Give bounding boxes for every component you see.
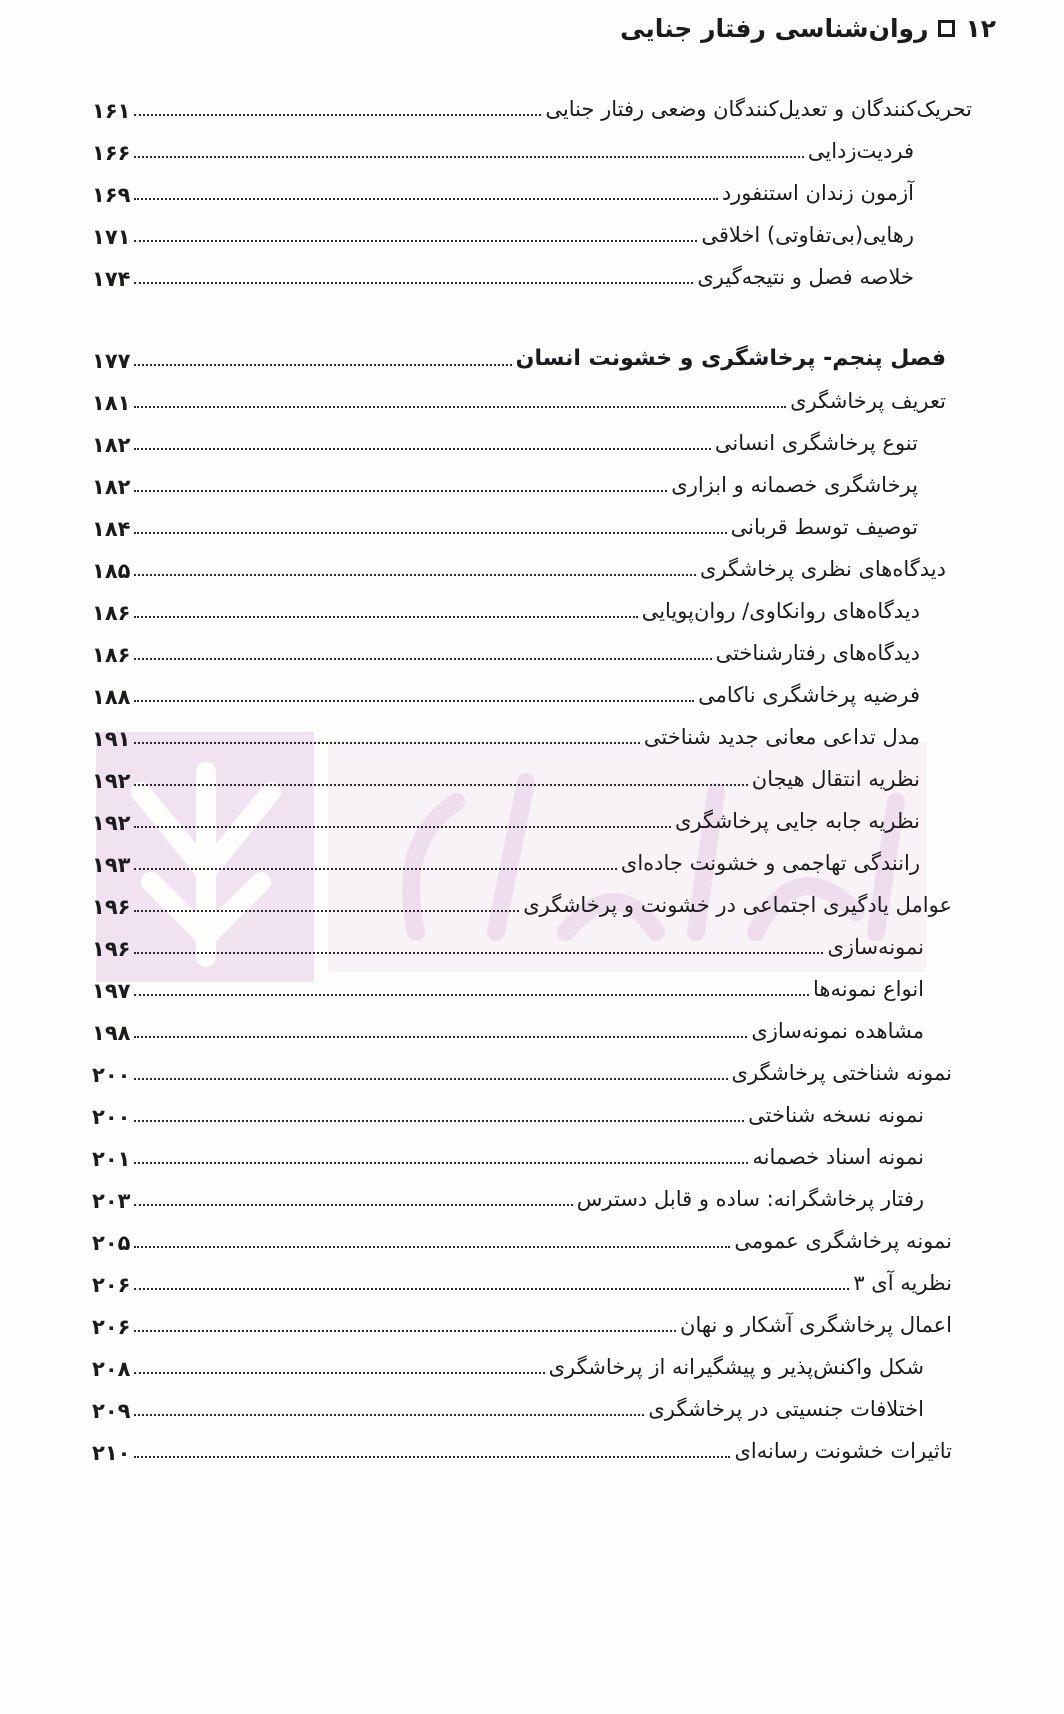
dot-leader — [134, 282, 693, 284]
toc-entry-title: تاثیرات خشونت رسانه‌ای — [734, 1439, 952, 1463]
toc-entry — [92, 420, 918, 460]
toc-entry — [92, 1218, 952, 1258]
dot-leader — [134, 742, 639, 744]
toc-entry — [92, 966, 924, 1006]
toc-entry — [92, 1176, 924, 1216]
toc-entry — [92, 462, 918, 502]
toc-entry-page-number: ۲۰۰ — [92, 1063, 131, 1087]
toc-entry-page-number: ۲۰۰ — [92, 1105, 131, 1129]
dot-leader — [134, 574, 696, 576]
toc-entry-title: تعریف پرخاشگری — [790, 389, 946, 413]
toc-entry — [92, 714, 920, 754]
toc-entry — [92, 1134, 924, 1174]
toc-entry-title: انواع نمونه‌ها — [813, 977, 924, 1001]
dot-leader — [134, 1162, 748, 1164]
dot-leader — [134, 1372, 544, 1374]
toc-entry-title: شکل واکنش‌پذیر و پیشگیرانه از پرخاشگری — [548, 1355, 924, 1379]
dot-leader — [134, 198, 717, 200]
square-bullet-icon — [938, 20, 955, 37]
toc-entry-page-number: ۲۰۵ — [92, 1231, 131, 1255]
toc-entry-title: نمونه‌سازی — [827, 935, 924, 959]
dot-leader — [134, 364, 511, 366]
toc-entry — [92, 1302, 952, 1342]
toc-entry — [92, 336, 946, 376]
toc-entry — [92, 882, 952, 922]
toc-entry-page-number: ۲۰۶ — [92, 1273, 131, 1297]
toc-entry-title: اعمال پرخاشگری آشکار و نهان — [680, 1313, 952, 1337]
toc-entry — [92, 924, 924, 964]
toc-entry-title: نمونه پرخاشگری عمومی — [734, 1229, 952, 1253]
toc-entry-title: اختلافات جنسیتی در پرخاشگری — [648, 1397, 924, 1421]
toc-entry-title: توصیف توسط قربانی — [730, 515, 918, 539]
toc-entry — [92, 504, 918, 544]
toc-entry-page-number: ۲۰۳ — [92, 1189, 131, 1213]
toc-entry-title: فصل پنجم- پرخاشگری و خشونت انسان — [515, 346, 946, 371]
toc-entry-page-number: ۱۸۲ — [92, 433, 131, 457]
page-number: ۱۲ — [965, 14, 996, 43]
dot-leader — [134, 700, 694, 702]
toc-entry-title: نمونه اسناد خصمانه — [752, 1145, 924, 1169]
toc-entry — [92, 546, 946, 586]
dot-leader — [134, 1456, 730, 1458]
toc-entry-page-number: ۲۱۰ — [92, 1441, 131, 1465]
toc-entry-page-number: ۱۹۷ — [92, 979, 131, 1003]
toc-entry-title: نظریه انتقال هیجان — [751, 767, 920, 791]
toc-entry-page-number: ۱۹۶ — [92, 895, 131, 919]
toc-entry — [92, 630, 920, 670]
dot-leader — [134, 1078, 727, 1080]
toc-entry — [92, 798, 920, 838]
toc-entry-title: نظریه آی ۳ — [853, 1271, 952, 1295]
dot-leader — [134, 994, 809, 996]
toc-entry-title: نمونه نسخه شناختی — [748, 1103, 924, 1127]
toc-entry-page-number: ۱۶۹ — [92, 183, 131, 207]
toc-entry — [92, 672, 920, 712]
toc-entry-page-number: ۱۷۷ — [92, 349, 131, 373]
toc-entry — [92, 588, 920, 628]
toc-entry-title: رانندگی تهاجمی و خشونت جاده‌ای — [620, 851, 920, 875]
toc-entry-page-number: ۱۹۲ — [92, 769, 131, 793]
toc-entry-title: رفتار پرخاشگرانه: ساده و قابل دسترس — [576, 1187, 924, 1211]
toc-entry — [92, 170, 914, 210]
dot-leader — [134, 784, 747, 786]
toc-entry — [92, 212, 914, 252]
toc-entry — [92, 86, 972, 126]
dot-leader — [134, 1414, 644, 1416]
dot-leader — [134, 532, 726, 534]
toc-entry — [92, 378, 946, 418]
dot-leader — [134, 156, 803, 158]
dot-leader — [134, 448, 710, 450]
toc-entry-title: نظریه جابه جایی پرخاشگری — [674, 809, 920, 833]
toc-entry-title: دیدگاه‌های نظری پرخاشگری — [699, 557, 946, 581]
toc-entry-page-number: ۱۹۲ — [92, 811, 131, 835]
dot-leader — [134, 114, 541, 116]
dot-leader — [134, 1246, 730, 1248]
toc-entry — [92, 1386, 924, 1426]
toc-entry-title: پرخاشگری خصمانه و ابزاری — [671, 473, 918, 497]
toc-entry-title: مشاهده نمونه‌سازی — [751, 1019, 924, 1043]
toc-entry-page-number: ۱۸۶ — [92, 643, 131, 667]
toc-entry-page-number: ۲۰۶ — [92, 1315, 131, 1339]
dot-leader — [134, 1288, 849, 1290]
dot-leader — [134, 1036, 747, 1038]
book-title: روان‌شناسی رفتار جنایی — [620, 14, 929, 43]
toc-entry-title: فردیت‌زدایی — [807, 139, 914, 163]
toc-entry-page-number: ۱۸۵ — [92, 559, 131, 583]
toc-entry — [92, 254, 914, 294]
toc-entry-page-number: ۱۷۴ — [92, 267, 131, 291]
toc-entry-page-number: ۱۸۴ — [92, 517, 131, 541]
toc-entry — [92, 1260, 952, 1300]
toc-entry-page-number: ۲۰۹ — [92, 1399, 131, 1423]
toc-entry-page-number: ۱۷۱ — [92, 225, 131, 249]
toc-entry-page-number: ۲۰۱ — [92, 1147, 131, 1171]
toc-entry-page-number: ۱۹۸ — [92, 1021, 131, 1045]
dot-leader — [134, 1204, 572, 1206]
toc-entry — [92, 1008, 924, 1048]
toc-entry-title: فرضیه پرخاشگری ناکامی — [698, 683, 920, 707]
toc-entry-title: آزمون زندان استنفورد — [721, 181, 914, 205]
toc-entry-title: دیدگاه‌های روانکاوی/ روان‌پویایی — [641, 599, 920, 623]
toc-entry-page-number: ۱۸۶ — [92, 601, 131, 625]
dot-leader — [134, 240, 697, 242]
toc-entry-title: تنوع پرخاشگری انسانی — [714, 431, 918, 455]
toc-entry-title: تحریک‌کنندگان و تعدیل‌کنندگان وضعی رفتار جنایی — [545, 97, 972, 121]
toc-entry — [92, 128, 914, 168]
toc-entry-title: مدل تداعی معانی جدید شناختی — [643, 725, 920, 749]
toc-entry-title: نمونه شناختی پرخاشگری — [731, 1061, 952, 1085]
dot-leader — [134, 952, 823, 954]
dot-leader — [134, 1120, 744, 1122]
dot-leader — [134, 910, 519, 912]
toc-entry-page-number: ۱۸۱ — [92, 391, 131, 415]
toc-entry-page-number: ۱۸۲ — [92, 475, 131, 499]
toc-entry-page-number: ۱۹۱ — [92, 727, 131, 751]
toc-entry — [92, 1050, 952, 1090]
dot-leader — [134, 826, 671, 828]
dot-leader — [134, 490, 667, 492]
dot-leader — [134, 868, 616, 870]
toc-entry-page-number: ۱۶۶ — [92, 141, 131, 165]
toc-entry — [92, 1092, 924, 1132]
toc-entry-page-number: ۱۶۱ — [92, 99, 131, 123]
toc-entry — [92, 1428, 952, 1468]
toc-entry-title: عوامل یادگیری اجتماعی در خشونت و پرخاشگری — [523, 893, 952, 917]
toc-entry-page-number: ۱۸۸ — [92, 685, 131, 709]
dot-leader — [134, 406, 786, 408]
toc-entry — [92, 1344, 924, 1384]
toc-entry — [92, 756, 920, 796]
dot-leader — [134, 1330, 676, 1332]
dot-leader — [134, 658, 711, 660]
toc-entry-page-number: ۱۹۶ — [92, 937, 131, 961]
toc-entry-title: رهایی(بی‌تفاوتی) اخلاقی — [701, 223, 914, 247]
toc-entry-title: خلاصه فصل و نتیجه‌گیری — [697, 265, 914, 289]
toc-entry — [92, 840, 920, 880]
toc-entry-title: دیدگاه‌های رفتارشناختی — [715, 641, 920, 665]
toc-entry-page-number: ۲۰۸ — [92, 1357, 131, 1381]
running-header — [620, 14, 996, 43]
dot-leader — [134, 616, 637, 618]
toc-entry-page-number: ۱۹۳ — [92, 853, 131, 877]
